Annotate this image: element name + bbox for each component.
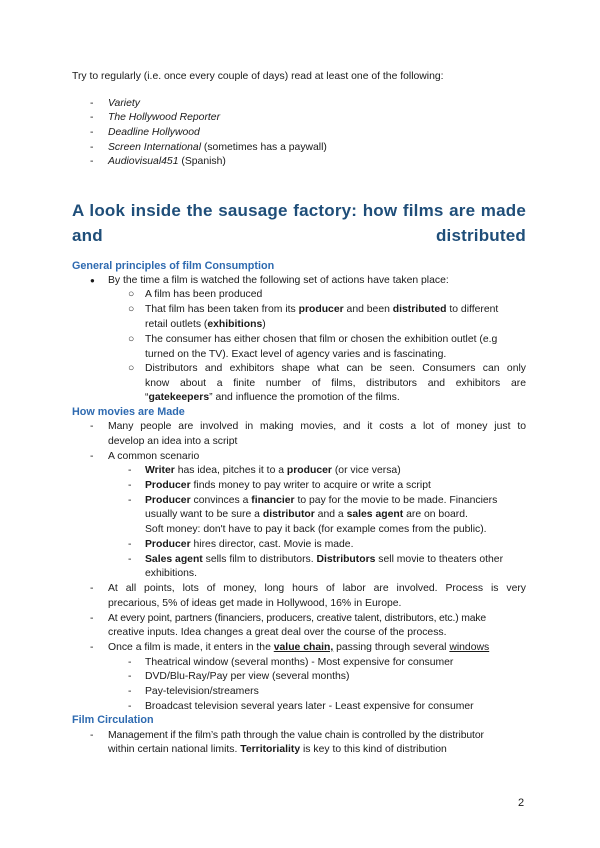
intro-text: Try to regularly (i.e. once every couple of days) read at least one of the following: (72, 71, 444, 82)
movies-point-1: Many people are involved in making movies, and it costs a lot of money just to (108, 421, 526, 432)
list-dash: - (128, 671, 132, 682)
circulation-point-1: Management if the film’s path through the value chain is controlled by the distributor (108, 730, 484, 741)
window-item: Broadcast television several years later - Least expensive for consumer (145, 701, 474, 712)
list-item: Variety (108, 98, 140, 109)
list-dash: - (90, 142, 94, 153)
consumption-point-1: A film has been produced (145, 289, 263, 300)
movies-point-4-cont: creative inputs. Idea changes a great deal over the course of the process. (108, 627, 447, 638)
scenario-step-1: Writer has idea, pitches it to a producer (or vice versa) (145, 465, 401, 476)
list-dash: - (90, 421, 94, 432)
list-dash: - (90, 127, 94, 138)
movies-point-2: A common scenario (108, 451, 200, 462)
movies-point-3: At all points, lots of money, long hours of labor are involved. Process is very (108, 583, 526, 594)
consumption-point-4-end: “gatekeepers” and influence the promotion of the films. (145, 392, 400, 403)
scenario-step-3-note: Soft money: don't have to pay it back (for example comes from the public). (145, 524, 487, 535)
windows-link[interactable]: windows (449, 642, 490, 653)
list-dash: - (90, 156, 94, 167)
list-dash: - (90, 583, 94, 594)
list-item: The Hollywood Reporter (108, 112, 221, 123)
list-dash: - (90, 451, 94, 462)
scenario-step-4: Producer hires director, cast. Movie is made. (145, 539, 354, 550)
consumption-point-3-cont: turned on the TV). Exact level of agency varies and is fascinating. (145, 349, 447, 360)
list-dash: - (128, 554, 132, 565)
list-dash: - (90, 112, 94, 123)
movies-point-1-cont: develop an idea into a script (108, 436, 238, 447)
circulation-point-1-cont: within certain national limits. Territoriality is key to this kind of distribution (108, 744, 447, 755)
window-item: DVD/Blu-Ray/Pay per view (several months) (145, 671, 350, 682)
list-dash: - (90, 613, 94, 624)
circle-marker: ○ (128, 363, 135, 374)
circle-marker: ○ (128, 334, 135, 345)
list-item: Screen International (sometimes has a paywall) (108, 142, 327, 153)
subheading-movies: How movies are Made (72, 406, 185, 418)
scenario-step-2: Producer finds money to pay writer to acquire or write a script (145, 480, 431, 491)
list-dash: - (128, 657, 132, 668)
window-item: Theatrical window (several months) - Most expensive for consumer (145, 657, 454, 668)
bullet-marker: ● (90, 276, 95, 285)
subheading-consumption: General principles of film Consumption (72, 260, 275, 272)
consumption-point-2-cont: retail outlets (exhibitions) (145, 319, 266, 330)
subheading-circulation: Film Circulation (72, 714, 154, 726)
movies-point-3-cont: precarious, 5% of ideas get made in Hollywood, 16% in Europe. (108, 598, 402, 609)
list-item: Deadline Hollywood (108, 127, 200, 138)
section-heading: A look inside the sausage factory: how films are made and distributed (72, 201, 526, 245)
list-dash: - (128, 539, 132, 550)
scenario-step-3-cont: usually want to be sure a distributor and a sales agent are on board. (145, 509, 468, 520)
circle-marker: ○ (128, 304, 135, 315)
list-dash: - (128, 495, 132, 506)
list-dash: - (90, 642, 94, 653)
scenario-step-5-cont: exhibitions. (145, 568, 197, 579)
scenario-step-3: Producer convinces a financier to pay for the movie to be made. Financiers (145, 495, 498, 506)
consumption-point-4-cont: know about a finite number of films, distributors and exhibitors are (145, 378, 526, 389)
list-dash: - (128, 465, 132, 476)
consumption-point-3: The consumer has either chosen that film or chosen the exhibition outlet (e.g (145, 334, 498, 345)
scenario-step-5: Sales agent sells film to distributors. Distributors sell movie to theaters other (145, 554, 504, 565)
window-item: Pay-television/streamers (145, 686, 259, 697)
list-dash: - (90, 730, 94, 741)
list-dash: - (128, 480, 132, 491)
page-number: 2 (518, 797, 525, 809)
list-dash: - (128, 701, 132, 712)
list-dash: - (90, 98, 94, 109)
consumption-point-2: That film has been taken from its producer and been distributed to different (145, 304, 499, 315)
consumption-lead: By the time a film is watched the following set of actions have taken place: (108, 275, 449, 286)
list-dash: - (128, 686, 132, 697)
movies-point-4: At every point, partners (financiers, producers, creative talent, distributors, etc.) make (108, 613, 487, 624)
movies-point-5: Once a film is made, it enters in the value chain, passing through several windows (108, 642, 490, 653)
list-item: Audiovisual451 (Spanish) (108, 156, 226, 167)
consumption-point-4: Distributors and exhibitors shape what can be seen. Consumers can only (145, 363, 526, 374)
circle-marker: ○ (128, 289, 135, 300)
